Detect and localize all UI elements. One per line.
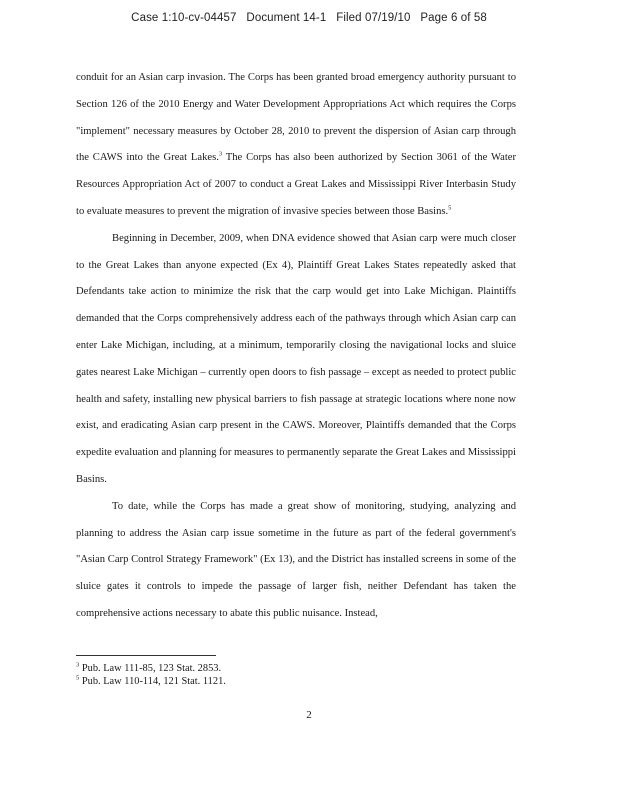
paragraph-1 bbox=[76, 65, 516, 226]
footnote-ref-3: 3 bbox=[218, 150, 223, 158]
document-body bbox=[76, 65, 516, 628]
paragraph-1-text-a: conduit for an Asian carp invasion. The Corps has been granted broad emergency authority pursuant to Section 126 of the 2010 Energy and Water Development Appropriations Act which requires the Corps "implement" necessary measures by October 28, 2010 to prevent the dispersion of Asian carp through the CAWS into the Great Lakes. bbox=[76, 72, 516, 164]
footnote-3 bbox=[76, 662, 516, 675]
footnote-marker: 3 bbox=[76, 661, 80, 669]
paragraph-2: Beginning in December, 2009, when DNA evidence showed that Asian carp were much closer to the Great Lakes than anyone expected (Ex 4), Plaintiff Great Lakes States repeatedly asked that Defendants take action to minimize the risk that the carp would get into Lake Michigan. Plaintiffs demanded that the Corps comprehensively address each of the pathways through which Asian carp can enter Lake Michigan, including, at a minimum, temporarily closing the navigational locks and sluice gates nearest Lake Michigan – currently open doors to fish passage – except as needed to protect public health and safety, installing new physical barriers to fish passage at strategic locations where none now exist, and eradicating Asian carp present in the CAWS. Moreover, Plaintiffs demanded that the Corps expedite evaluation and planning for measures to permanently separate the Great Lakes and Mississippi Basins. bbox=[76, 232, 516, 485]
paragraph-1-text-b: The Corps has also been authorized by Section 3061 of the Water Resources Appropriation Act of 2007 to conduct a Great Lakes and Mississippi River Interbasin Study to evaluate measures to prevent the migration of invasive species between those Basins. bbox=[76, 152, 516, 217]
page-number: 2 bbox=[306, 709, 312, 721]
footnotes bbox=[76, 662, 516, 688]
footnote-divider bbox=[76, 655, 216, 656]
case-header: Case 1:10-cv-04457 Document 14-1 Filed 07/19/10 Page 6 of 58 bbox=[131, 12, 487, 24]
paragraph-3: To date, while the Corps has made a great show of monitoring, studying, analyzing and planning to address the Asian carp issue sometime in the future as part of the federal government's "Asian Carp Control Strategy Framework" (Ex 13), and the District has installed screens in some of the sluice gates it controls to impede the passage of larger fish, neither Defendant has taken the comprehensive actions necessary to abate this public nuisance. Instead, bbox=[76, 500, 516, 619]
footnote-marker: 5 bbox=[76, 674, 80, 682]
footnote-text: Pub. Law 111-85, 123 Stat. 2853. bbox=[79, 663, 222, 674]
footnote-ref-5: 5 bbox=[448, 204, 452, 212]
footnote-text: Pub. Law 110-114, 121 Stat. 1121. bbox=[79, 676, 226, 687]
footnote-5 bbox=[76, 675, 516, 688]
